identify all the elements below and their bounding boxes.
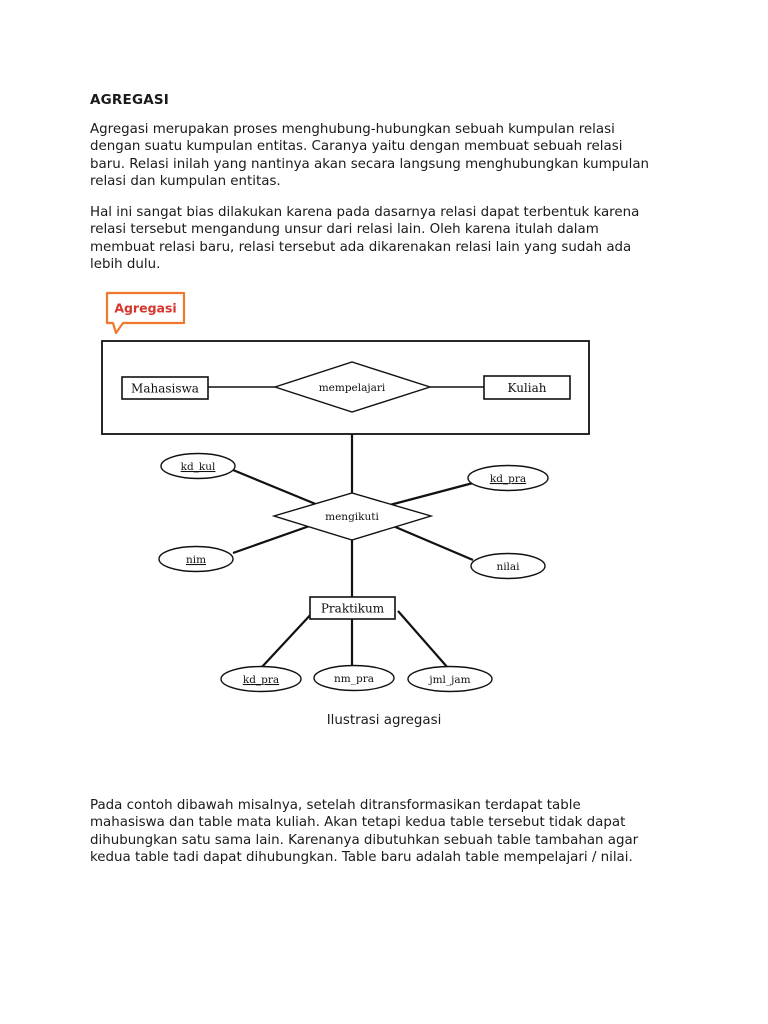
attribute-nim-label: nim — [185, 554, 207, 566]
document-heading: AGREGASI — [90, 92, 170, 108]
connector-line — [386, 523, 473, 560]
entity-kuliah-label: Kuliah — [507, 381, 547, 395]
aggregation-er-diagram — [90, 285, 600, 700]
entity-mahasiswa-label: Mahasiswa — [131, 381, 199, 396]
paragraph-line: dihubungkan satu sama lain. Karenanya dibutuhkan sebuah table tambahan agar — [90, 832, 639, 848]
entity-praktikum-label: Praktikum — [320, 601, 385, 616]
paragraph-example — [90, 797, 690, 866]
paragraph-line: Agregasi merupakan proses menghubung-hubungkan sebuah kumpulan relasi — [90, 122, 615, 137]
relation-mengikuti-label: mengikuti — [325, 511, 379, 523]
paragraph-explanation — [90, 204, 690, 273]
attribute-nm-pra-label: nm_pra — [334, 673, 374, 685]
connector-line — [233, 523, 318, 553]
connector-line — [233, 470, 318, 505]
connector-line — [261, 611, 314, 668]
attribute-kd-pra-bottom-label: kd_pra — [242, 674, 280, 686]
paragraph-line: baru. Relasi inilah yang nantinya akan secara langsung menghubungkan kumpulan — [90, 156, 650, 172]
attribute-kd-pra-top-label: kd_pra — [489, 473, 527, 485]
agregasi-callout — [107, 293, 184, 333]
connector-line — [398, 611, 448, 668]
paragraph-line: membuat relasi baru, relasi tersebut ada dikarenakan relasi lain yang sudah ada — [90, 239, 632, 255]
paragraph-line: kedua table tadi dapat dihubungkan. Table baru adalah table mempelajari / nilai. — [90, 849, 633, 865]
paragraph-line: dengan suatu kumpulan entitas. Caranya yaitu dengan membuat sebuah relasi — [90, 139, 623, 155]
attribute-nilai-label: nilai — [496, 561, 520, 573]
attribute-jml-jam-label: jml_jam — [429, 674, 471, 686]
paragraph-definition — [90, 121, 690, 190]
callout-label: Agregasi — [114, 300, 177, 316]
paragraph-line: mahasiswa dan table mata kuliah. Akan tetapi kedua table tersebut tidak dapat — [90, 815, 626, 831]
attribute-kd-kul-label: kd_kul — [180, 461, 216, 473]
connector-line — [386, 483, 473, 506]
relation-mempelajari-label: mempelajari — [318, 382, 386, 394]
paragraph-line: relasi dan kumpulan entitas. — [90, 173, 281, 189]
figure-caption: Ilustrasi agregasi — [326, 713, 442, 728]
paragraph-line: relasi tersebut mengandung unsur dari relasi lain. Oleh karena itulah dalam — [90, 222, 599, 238]
paragraph-line: Hal ini sangat bias dilakukan karena pada dasarnya relasi dapat terbentuk karena — [90, 205, 640, 220]
paragraph-line: lebih dulu. — [90, 256, 161, 272]
paragraph-line: Pada contoh dibawah misalnya, setelah ditransformasikan terdapat table — [90, 798, 581, 813]
